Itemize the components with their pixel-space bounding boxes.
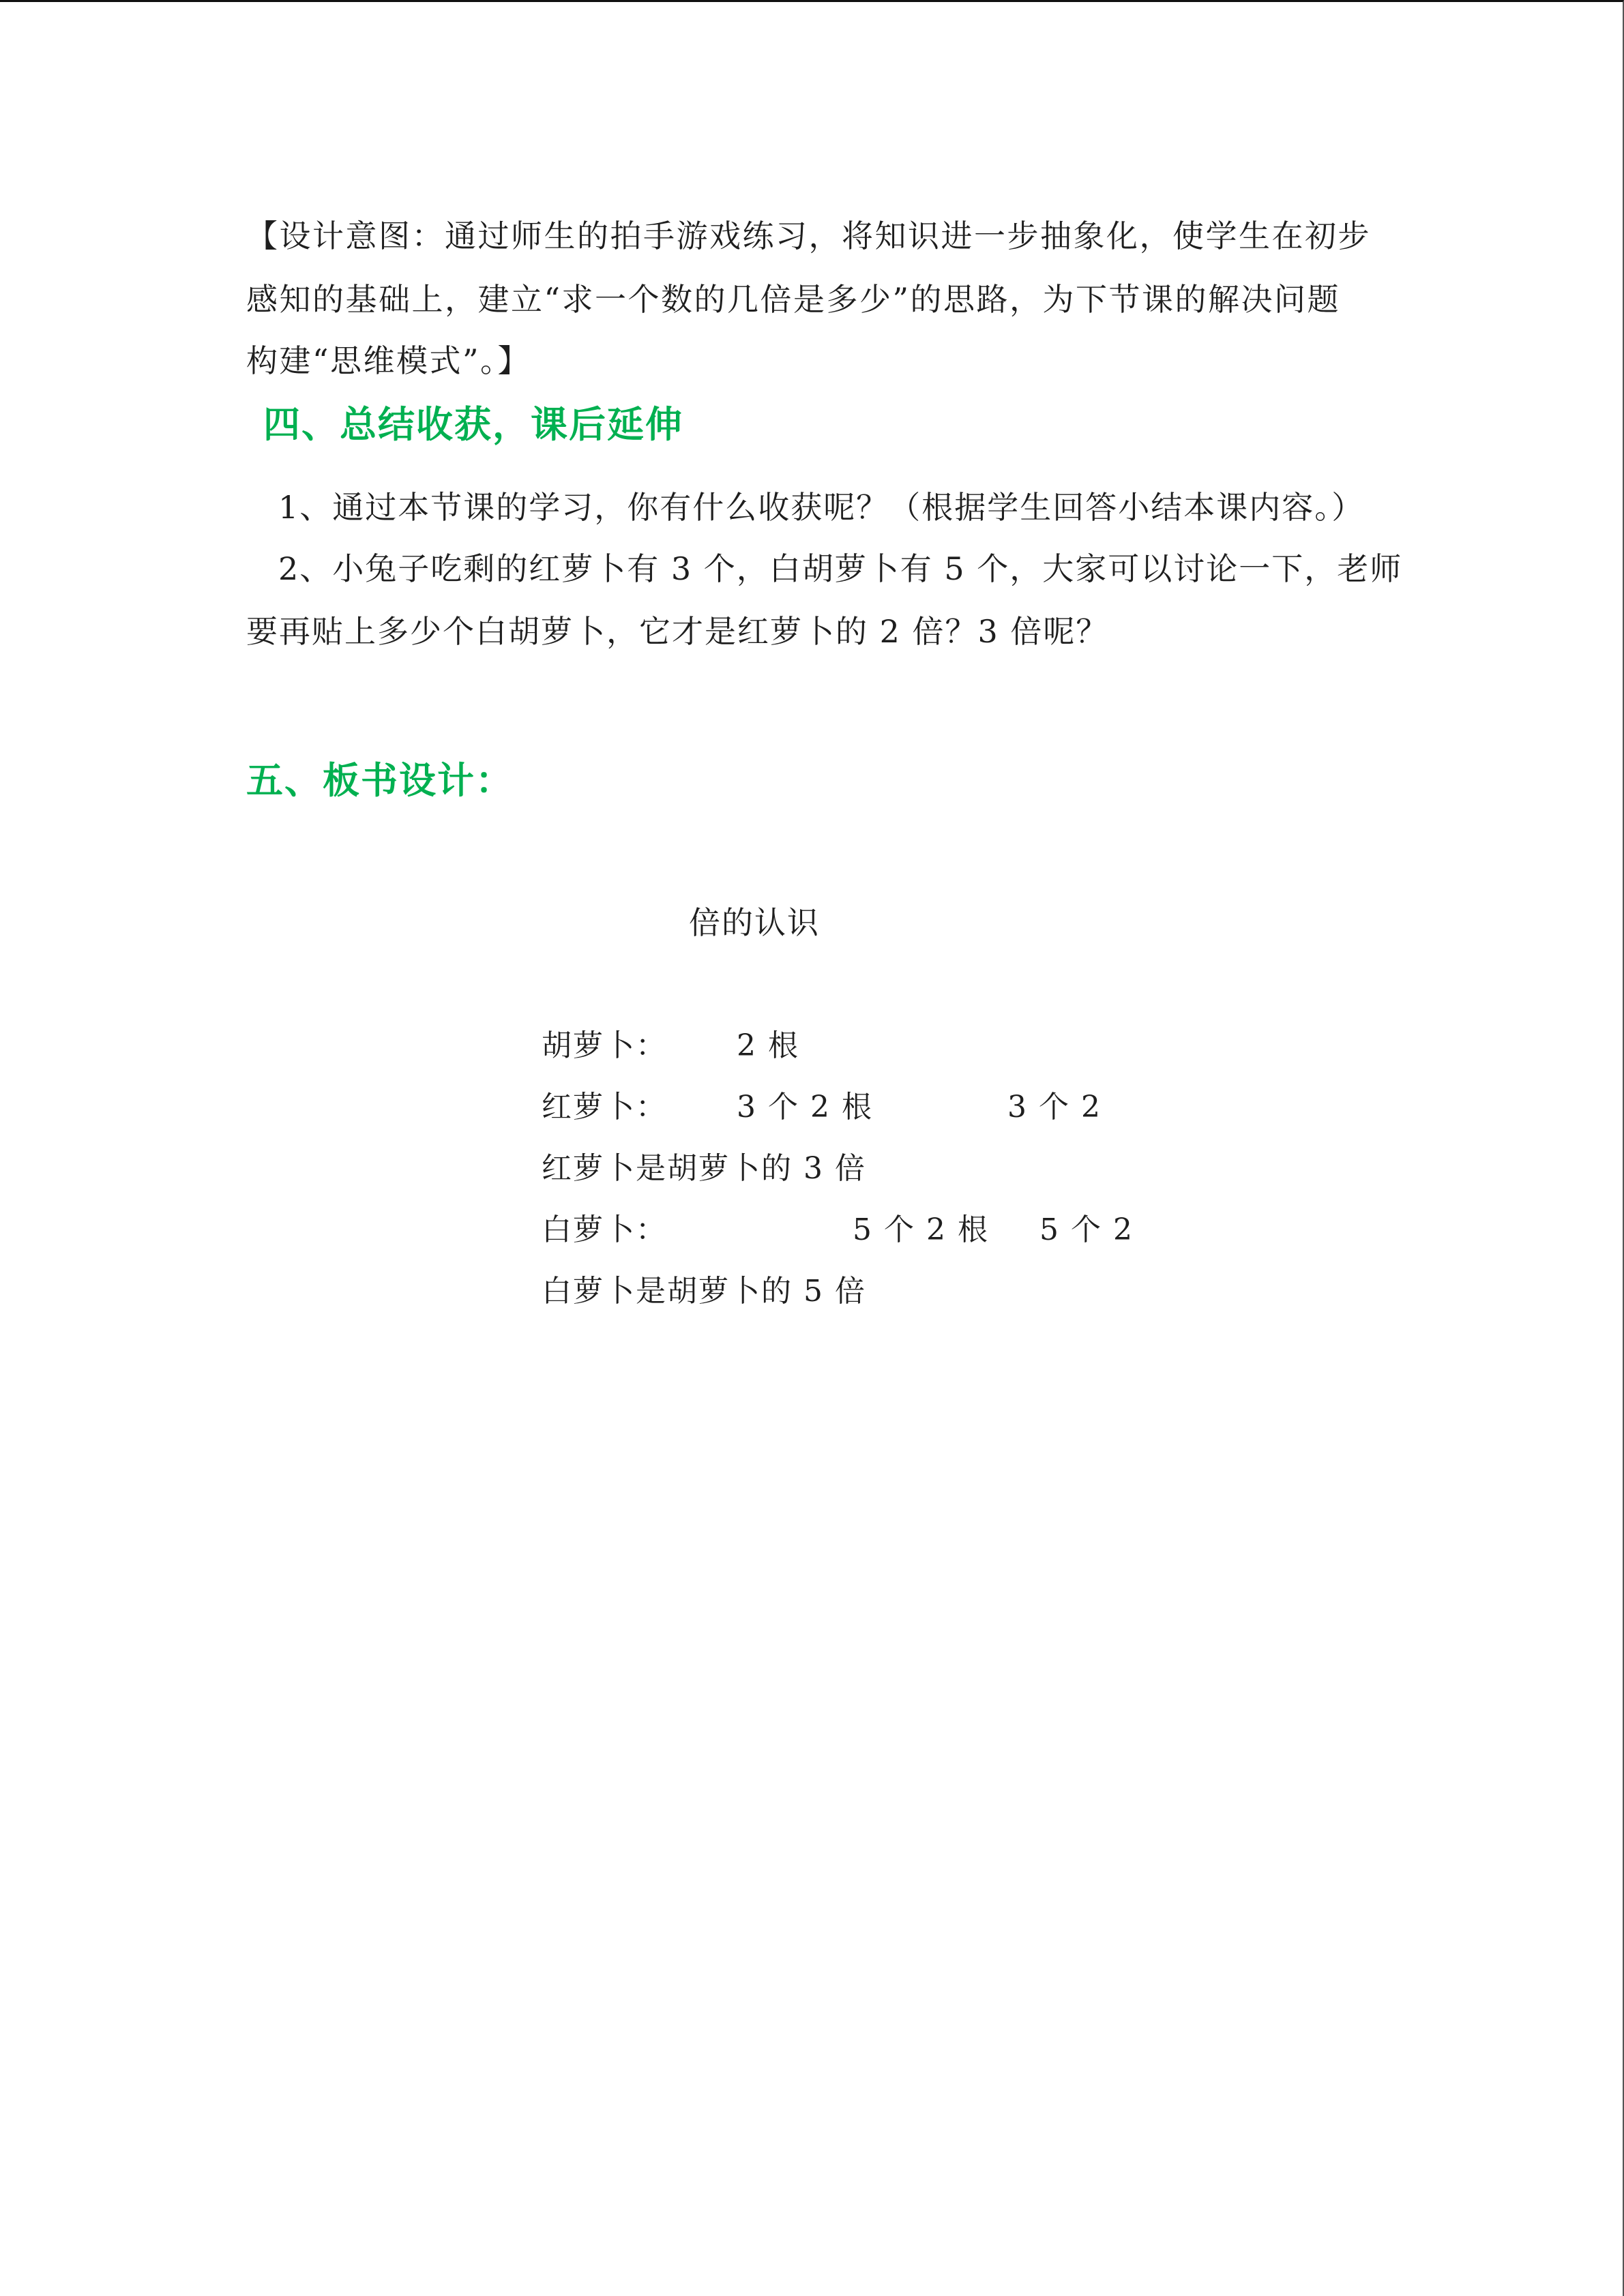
board-title: 倍的认识	[689, 904, 820, 941]
summary-item-2-line-1: 2、小兔子吃剩的红萝卜有 3 个，白胡萝卜有 5 个，大家可以讨论一下，老师	[278, 550, 1403, 587]
board-row-1-value: 2 根	[737, 1028, 799, 1063]
summary-item-1: 1、通过本节课的学习，你有什么收获呢？（根据学生回答小结本课内容。）	[278, 489, 1365, 526]
board-row-5-statement: 白萝卜是胡萝卜的 5 倍	[542, 1274, 866, 1309]
board-row-2-value: 3 个 2 根	[737, 1090, 873, 1124]
board-row-2-label: 红萝卜：	[542, 1090, 667, 1124]
board-row-4-value: 5 个 2 根	[853, 1212, 989, 1247]
design-intent-line-1: 【设计意图：通过师生的拍手游戏练习，将知识进一步抽象化，使学生在初步	[246, 218, 1371, 254]
design-intent-line-3: 构建“思维模式”。】	[246, 342, 531, 379]
board-row-4-note: 5 个 2	[1039, 1212, 1134, 1247]
design-intent-line-2: 感知的基础上，建立“求一个数的几倍是多少”的思路，为下节课的解决问题	[246, 281, 1341, 318]
section-five-heading: 五、板书设计：	[246, 759, 514, 802]
board-row-3-statement: 红萝卜是胡萝卜的 3 倍	[542, 1151, 866, 1186]
board-row-4-label: 白萝卜：	[542, 1212, 667, 1247]
board-row-2-note: 3 个 2	[1007, 1090, 1102, 1124]
section-four-heading: 四、总结收获，课后延伸	[263, 403, 683, 446]
board-row-1-label: 胡萝卜：	[542, 1028, 667, 1063]
summary-item-2-line-2: 要再贴上多少个白胡萝卜，它才是红萝卜的 2 倍？3 倍呢？	[246, 613, 1109, 650]
